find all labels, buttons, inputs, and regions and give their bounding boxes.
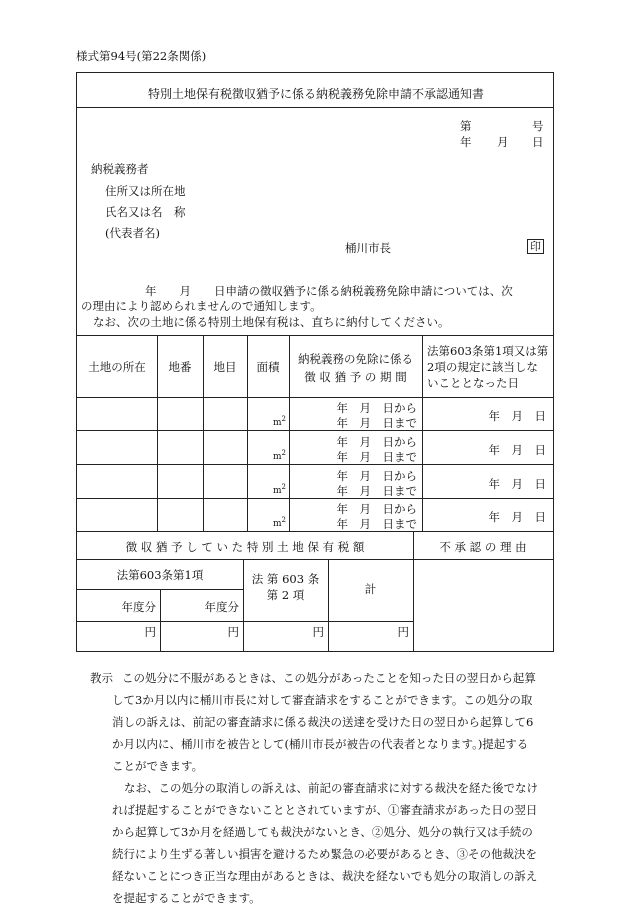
doc-no-go: 号 — [532, 119, 544, 133]
title-divider — [77, 107, 553, 108]
effective-date: 年 月 日 — [488, 510, 546, 524]
art1-header: 法第603条第1項 — [116, 568, 204, 582]
notes-line: ことができます。 — [112, 759, 204, 773]
header-category: 地目 — [213, 360, 237, 374]
art2-header-l1: 法 第 603 条 — [251, 572, 320, 586]
form-title: 特別土地保有税徴収猶予に係る納税義務免除申請不承認通知書 — [147, 87, 484, 101]
notes-line: から起算して3か月を経過しても裁決がないとき、②処分、処分の執行又は手続の — [112, 825, 533, 839]
notes-line: して3か月以内に桶川市長に対して審査請求をすることができます。この処分の取 — [112, 693, 533, 707]
notes-label: 教示 — [90, 671, 113, 685]
period-to: 年 月 日まで — [336, 416, 417, 430]
year-portion-1: 年度分 — [121, 600, 156, 614]
header-rule-l2: 2項の規定に該当しな — [427, 360, 538, 374]
yen-cell-2: 円 — [227, 625, 239, 639]
period-from: 年 月 日から — [336, 502, 417, 516]
reason-header: 不 承 認 の 理 由 — [439, 540, 527, 554]
area-unit: $m^2$ — [273, 449, 287, 462]
yen-cell-3: 円 — [312, 625, 324, 639]
notes-line: 経ないことにつき正当な理由があるときは、裁決を経ないでも処分の取消しの訴え — [112, 869, 538, 883]
doc-no-dai: 第 — [460, 119, 472, 133]
col-line-5 — [422, 335, 423, 531]
body-line-1: 年 月 日申請の徴収猶予に係る納税義務免除申請については、次 — [145, 284, 513, 298]
effective-date: 年 月 日 — [488, 409, 546, 423]
header-rule-l1: 法第603条第1項又は第 — [427, 344, 549, 358]
yen-row-line — [77, 621, 413, 622]
art2-header-l2: 第 2 項 — [266, 588, 305, 602]
year-portion-2: 年度分 — [204, 600, 239, 614]
date-month: 月 — [497, 135, 509, 149]
notes-line: なお、この処分の取消しの訴えは、前記の審査請求に対する裁決を経た後でなけ — [124, 781, 538, 795]
bottom-header-line — [77, 559, 553, 560]
form-number: 様式第94号(第22条関係) — [76, 49, 207, 63]
period-from: 年 月 日から — [336, 435, 417, 449]
effective-date: 年 月 日 — [488, 443, 546, 457]
notes-line: か月以内に、桶川市を被告として(桶川市長が被告の代表者となります。)提起する — [112, 737, 529, 751]
notes-line: この処分に不服があるときは、この処分があったことを知った日の翌日から起算 — [122, 671, 536, 685]
table-top-line — [77, 335, 553, 336]
date-year: 年 — [460, 135, 472, 149]
notes-line: 続行により生ずる著しい損害を避けるため緊急の必要があるとき、③その他裁決を — [112, 847, 538, 861]
header-area: 面積 — [256, 360, 280, 374]
form-frame — [76, 72, 554, 652]
effective-date: 年 月 日 — [488, 477, 546, 491]
taxpayer-name-label: 氏名又は名 称 — [105, 205, 186, 219]
area-unit: $m^2$ — [273, 415, 287, 428]
taxpayer-rep-label: (代表者名) — [105, 226, 160, 240]
period-to: 年 月 日まで — [336, 517, 417, 531]
notes-line: を提起することができます。 — [112, 891, 261, 905]
taxpayer-address-label: 住所又は所在地 — [105, 184, 186, 198]
header-location: 土地の所在 — [88, 360, 146, 374]
header-bottom-line — [77, 397, 553, 398]
date-day: 日 — [532, 135, 544, 149]
instruction-notes — [90, 667, 560, 909]
area-unit: $m^2$ — [273, 516, 287, 529]
yen-cell-1: 円 — [144, 625, 156, 639]
header-period-l2: 徴 収 猶 予 の 期 間 — [304, 370, 407, 384]
taxpayer-heading: 納税義務者 — [91, 162, 149, 176]
header-lot: 地番 — [168, 360, 192, 374]
seal-mark: 印 — [527, 238, 544, 254]
area-unit: $m^2$ — [273, 483, 287, 496]
deferred-tax-header: 徴 収 猶 予 し て い た 特 別 土 地 保 有 税 額 — [125, 540, 365, 554]
period-from: 年 月 日から — [336, 401, 417, 415]
body-line-3: なお、次の土地に係る特別土地保有税は、直ちに納付してください。 — [93, 315, 450, 329]
notes-line: れば提起することができないこととされていますが、①審査請求があった日の翌日 — [112, 803, 538, 817]
header-period-l1: 納税義務の免除に係る — [298, 352, 413, 366]
body-line-2: の理由により認められませんので通知します。 — [81, 299, 322, 313]
yen-cell-4: 円 — [397, 625, 409, 639]
period-to: 年 月 日まで — [336, 484, 417, 498]
header-rule-l3: いこととなった日 — [427, 376, 519, 390]
total-header: 計 — [364, 582, 377, 596]
issuer: 桶川市長 — [345, 241, 391, 255]
period-to: 年 月 日まで — [336, 450, 417, 464]
period-from: 年 月 日から — [336, 469, 417, 483]
notes-line: 消しの訴えは、前記の審査請求に係る裁決の送達を受けた日の翌日から起算して6 — [112, 715, 534, 729]
